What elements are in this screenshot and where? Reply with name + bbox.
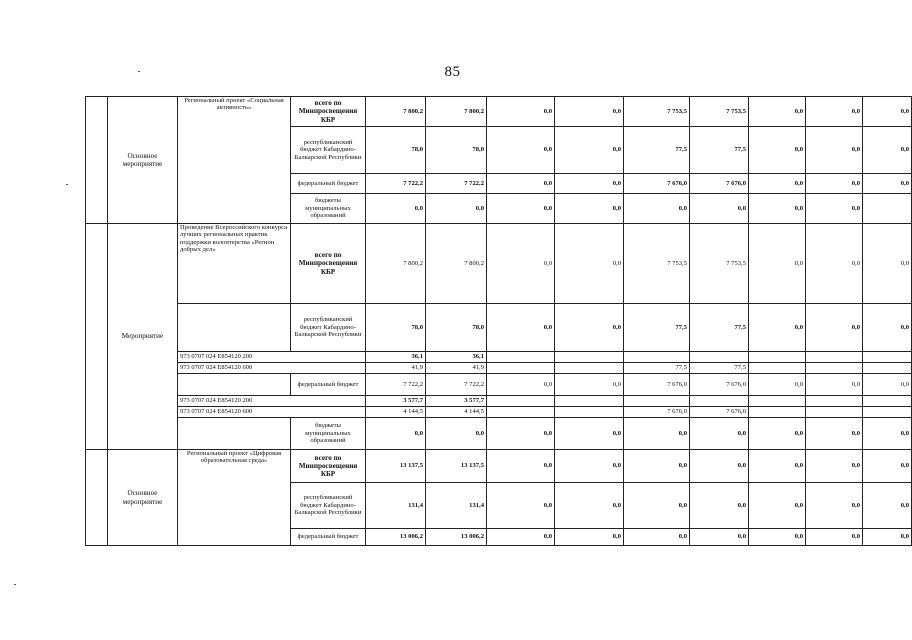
value-cell: 0,0 xyxy=(806,450,863,483)
value-cell: 78,0 xyxy=(426,304,487,352)
budget-code-cell: 973 0707 024 Е854120 200 xyxy=(178,352,366,363)
funding-source-cell: федеральный бюджет xyxy=(291,174,366,194)
funding-source-cell: федеральный бюджет xyxy=(291,529,366,546)
value-cell xyxy=(624,352,690,363)
blank-cell xyxy=(178,418,291,450)
table-row xyxy=(86,363,912,374)
project-name-cell: Региональный проект «Социальная активность» xyxy=(178,97,291,224)
value-cell: 13 137,5 xyxy=(426,450,487,483)
value-cell: 0,0 xyxy=(487,194,555,224)
value-cell: 0,0 xyxy=(863,224,912,304)
table-row xyxy=(86,374,912,396)
event-type-cell: Основное мероприятие xyxy=(108,450,178,546)
value-cell: 0,0 xyxy=(749,483,806,529)
value-cell: 0,0 xyxy=(749,304,806,352)
value-cell: 4 144,5 xyxy=(426,407,487,418)
value-cell: 0,0 xyxy=(863,374,912,396)
value-cell: 0,0 xyxy=(426,418,487,450)
value-cell: 0,0 xyxy=(806,194,863,224)
funding-source-cell: бюджеты муниципальных образований xyxy=(291,194,366,224)
value-cell: 0,0 xyxy=(863,97,912,127)
funding-source-cell: всего по Минпросвещения КБР xyxy=(291,450,366,483)
value-cell: 0,0 xyxy=(487,304,555,352)
table-row xyxy=(86,450,912,483)
blank-cell xyxy=(86,450,108,546)
value-cell xyxy=(806,407,863,418)
value-cell: 7 722,2 xyxy=(426,174,487,194)
value-cell: 78,0 xyxy=(366,127,426,174)
value-cell xyxy=(487,352,555,363)
funding-source-cell: республиканский бюджет Кабардино-Балкарской Республики xyxy=(291,483,366,529)
scan-speck xyxy=(66,184,68,185)
event-type-cell: Основное мероприятие xyxy=(108,97,178,224)
project-name-cell: Проведение Всероссийского конкурса лучших региональных практик поддержки волонтерства «Регион добрых дел» xyxy=(178,224,291,304)
value-cell xyxy=(806,363,863,374)
value-cell: 78,0 xyxy=(426,127,487,174)
value-cell: 7 676,0 xyxy=(624,174,690,194)
budget-table xyxy=(85,96,912,546)
scan-speck xyxy=(138,71,140,72)
value-cell: 0,0 xyxy=(749,127,806,174)
project-name-cell: Региональный проект «Цифровая образовательная среда» xyxy=(178,450,291,546)
value-cell: 0,0 xyxy=(487,127,555,174)
value-cell: 0,0 xyxy=(806,304,863,352)
value-cell: 0,0 xyxy=(806,374,863,396)
value-cell: 13 137,5 xyxy=(366,450,426,483)
value-cell: 0,0 xyxy=(863,174,912,194)
value-cell: 0,0 xyxy=(863,127,912,174)
value-cell: 0,0 xyxy=(487,483,555,529)
value-cell xyxy=(624,396,690,407)
value-cell: 36,1 xyxy=(426,352,487,363)
table-row xyxy=(86,304,912,352)
value-cell: 0,0 xyxy=(863,304,912,352)
value-cell: 7 800,2 xyxy=(366,97,426,127)
value-cell: 0,0 xyxy=(690,418,749,450)
value-cell: 0,0 xyxy=(690,483,749,529)
funding-source-cell: всего по Минпросвещения КБР xyxy=(291,224,366,304)
value-cell: 3 577,7 xyxy=(426,396,487,407)
blank-cell xyxy=(86,224,108,450)
value-cell: 7 676,0 xyxy=(690,174,749,194)
value-cell: 0,0 xyxy=(749,529,806,546)
value-cell: 0,0 xyxy=(555,529,624,546)
value-cell: 7 800,2 xyxy=(366,224,426,304)
value-cell: 0,0 xyxy=(806,529,863,546)
value-cell: 0,0 xyxy=(555,224,624,304)
value-cell: 0,0 xyxy=(624,418,690,450)
funding-source-cell: всего по Минпросвещения КБР xyxy=(291,97,366,127)
value-cell: 0,0 xyxy=(749,374,806,396)
value-cell: 0,0 xyxy=(806,418,863,450)
funding-source-cell: республиканский бюджет Кабардино-Балкарской Республики xyxy=(291,304,366,352)
value-cell xyxy=(555,363,624,374)
value-cell: 0,0 xyxy=(555,483,624,529)
value-cell: 0,0 xyxy=(690,194,749,224)
value-cell xyxy=(749,396,806,407)
value-cell: 0,0 xyxy=(487,174,555,194)
value-cell: 13 006,2 xyxy=(366,529,426,546)
value-cell: 0,0 xyxy=(806,174,863,194)
value-cell: 77,5 xyxy=(624,363,690,374)
table-row xyxy=(86,224,912,304)
value-cell: 7 722,2 xyxy=(366,374,426,396)
table-row xyxy=(86,396,912,407)
value-cell: 0,0 xyxy=(749,224,806,304)
value-cell xyxy=(749,352,806,363)
value-cell: 0,0 xyxy=(487,224,555,304)
value-cell: 131,4 xyxy=(366,483,426,529)
blank-cell xyxy=(178,304,291,352)
value-cell: 0,0 xyxy=(555,418,624,450)
value-cell: 41,9 xyxy=(426,363,487,374)
budget-code-cell: 973 0707 024 Е854120 200 xyxy=(178,396,366,407)
value-cell xyxy=(863,407,912,418)
value-cell: 7 800,2 xyxy=(426,224,487,304)
budget-code-cell: 973 0707 024 Е854120 600 xyxy=(178,363,366,374)
value-cell: 0,0 xyxy=(487,374,555,396)
value-cell xyxy=(749,363,806,374)
value-cell: 131,4 xyxy=(426,483,487,529)
value-cell: 0,0 xyxy=(863,450,912,483)
value-cell: 7 722,2 xyxy=(366,174,426,194)
value-cell: 0,0 xyxy=(749,97,806,127)
value-cell: 0,0 xyxy=(749,450,806,483)
value-cell: 7 676,0 xyxy=(624,374,690,396)
blank-cell xyxy=(86,97,108,224)
value-cell xyxy=(749,407,806,418)
value-cell xyxy=(863,194,912,224)
value-cell xyxy=(555,396,624,407)
value-cell: 0,0 xyxy=(690,529,749,546)
value-cell: 77,5 xyxy=(624,127,690,174)
value-cell: 0,0 xyxy=(863,529,912,546)
value-cell: 7 753,5 xyxy=(624,224,690,304)
table-row xyxy=(86,407,912,418)
value-cell: 0,0 xyxy=(555,174,624,194)
value-cell: 0,0 xyxy=(749,418,806,450)
value-cell: 0,0 xyxy=(366,194,426,224)
value-cell: 7 676,0 xyxy=(624,407,690,418)
value-cell: 7 722,2 xyxy=(426,374,487,396)
value-cell: 0,0 xyxy=(366,418,426,450)
value-cell: 0,0 xyxy=(749,194,806,224)
value-cell: 0,0 xyxy=(624,483,690,529)
value-cell xyxy=(487,363,555,374)
value-cell: 0,0 xyxy=(555,374,624,396)
value-cell: 0,0 xyxy=(806,483,863,529)
value-cell: 0,0 xyxy=(555,127,624,174)
value-cell xyxy=(690,396,749,407)
funding-source-cell: федеральный бюджет xyxy=(291,374,366,396)
value-cell: 77,5 xyxy=(690,363,749,374)
value-cell: 36,1 xyxy=(366,352,426,363)
value-cell: 7 800,2 xyxy=(426,97,487,127)
value-cell: 0,0 xyxy=(487,529,555,546)
funding-source-cell: республиканский бюджет Кабардино-Балкарской Республики xyxy=(291,127,366,174)
value-cell xyxy=(487,396,555,407)
value-cell: 7 753,5 xyxy=(690,224,749,304)
value-cell: 7 753,5 xyxy=(624,97,690,127)
value-cell xyxy=(487,407,555,418)
value-cell: 0,0 xyxy=(487,97,555,127)
value-cell: 41,9 xyxy=(366,363,426,374)
value-cell: 4 144,5 xyxy=(366,407,426,418)
value-cell xyxy=(863,352,912,363)
value-cell: 0,0 xyxy=(555,194,624,224)
value-cell: 3 577,7 xyxy=(366,396,426,407)
value-cell: 0,0 xyxy=(863,418,912,450)
event-type-cell: Мероприятие xyxy=(108,224,178,450)
value-cell: 0,0 xyxy=(624,529,690,546)
value-cell: 0,0 xyxy=(806,224,863,304)
value-cell xyxy=(806,352,863,363)
value-cell: 77,5 xyxy=(624,304,690,352)
funding-source-cell: бюджеты муниципальных образований xyxy=(291,418,366,450)
value-cell: 0,0 xyxy=(624,450,690,483)
value-cell: 0,0 xyxy=(555,304,624,352)
value-cell: 78,0 xyxy=(366,304,426,352)
value-cell xyxy=(555,407,624,418)
value-cell: 7 753,5 xyxy=(690,97,749,127)
value-cell: 13 006,2 xyxy=(426,529,487,546)
value-cell: 0,0 xyxy=(749,174,806,194)
value-cell: 0,0 xyxy=(426,194,487,224)
value-cell: 0,0 xyxy=(487,450,555,483)
table-row xyxy=(86,97,912,127)
value-cell xyxy=(863,396,912,407)
value-cell: 7 676,0 xyxy=(690,407,749,418)
blank-cell xyxy=(178,374,291,396)
value-cell xyxy=(690,352,749,363)
value-cell: 0,0 xyxy=(555,450,624,483)
value-cell: 0,0 xyxy=(863,483,912,529)
value-cell: 0,0 xyxy=(806,127,863,174)
value-cell xyxy=(863,363,912,374)
value-cell: 0,0 xyxy=(487,418,555,450)
value-cell: 7 676,0 xyxy=(690,374,749,396)
value-cell: 77,5 xyxy=(690,127,749,174)
value-cell: 0,0 xyxy=(555,97,624,127)
value-cell xyxy=(555,352,624,363)
page-number: 85 xyxy=(444,64,461,80)
value-cell: 0,0 xyxy=(624,194,690,224)
value-cell: 0,0 xyxy=(690,450,749,483)
budget-code-cell: 973 0707 024 Е854120 600 xyxy=(178,407,366,418)
scan-speck xyxy=(14,584,16,585)
value-cell: 0,0 xyxy=(806,97,863,127)
value-cell xyxy=(806,396,863,407)
table-row xyxy=(86,352,912,363)
table-row xyxy=(86,418,912,450)
value-cell: 77,5 xyxy=(690,304,749,352)
